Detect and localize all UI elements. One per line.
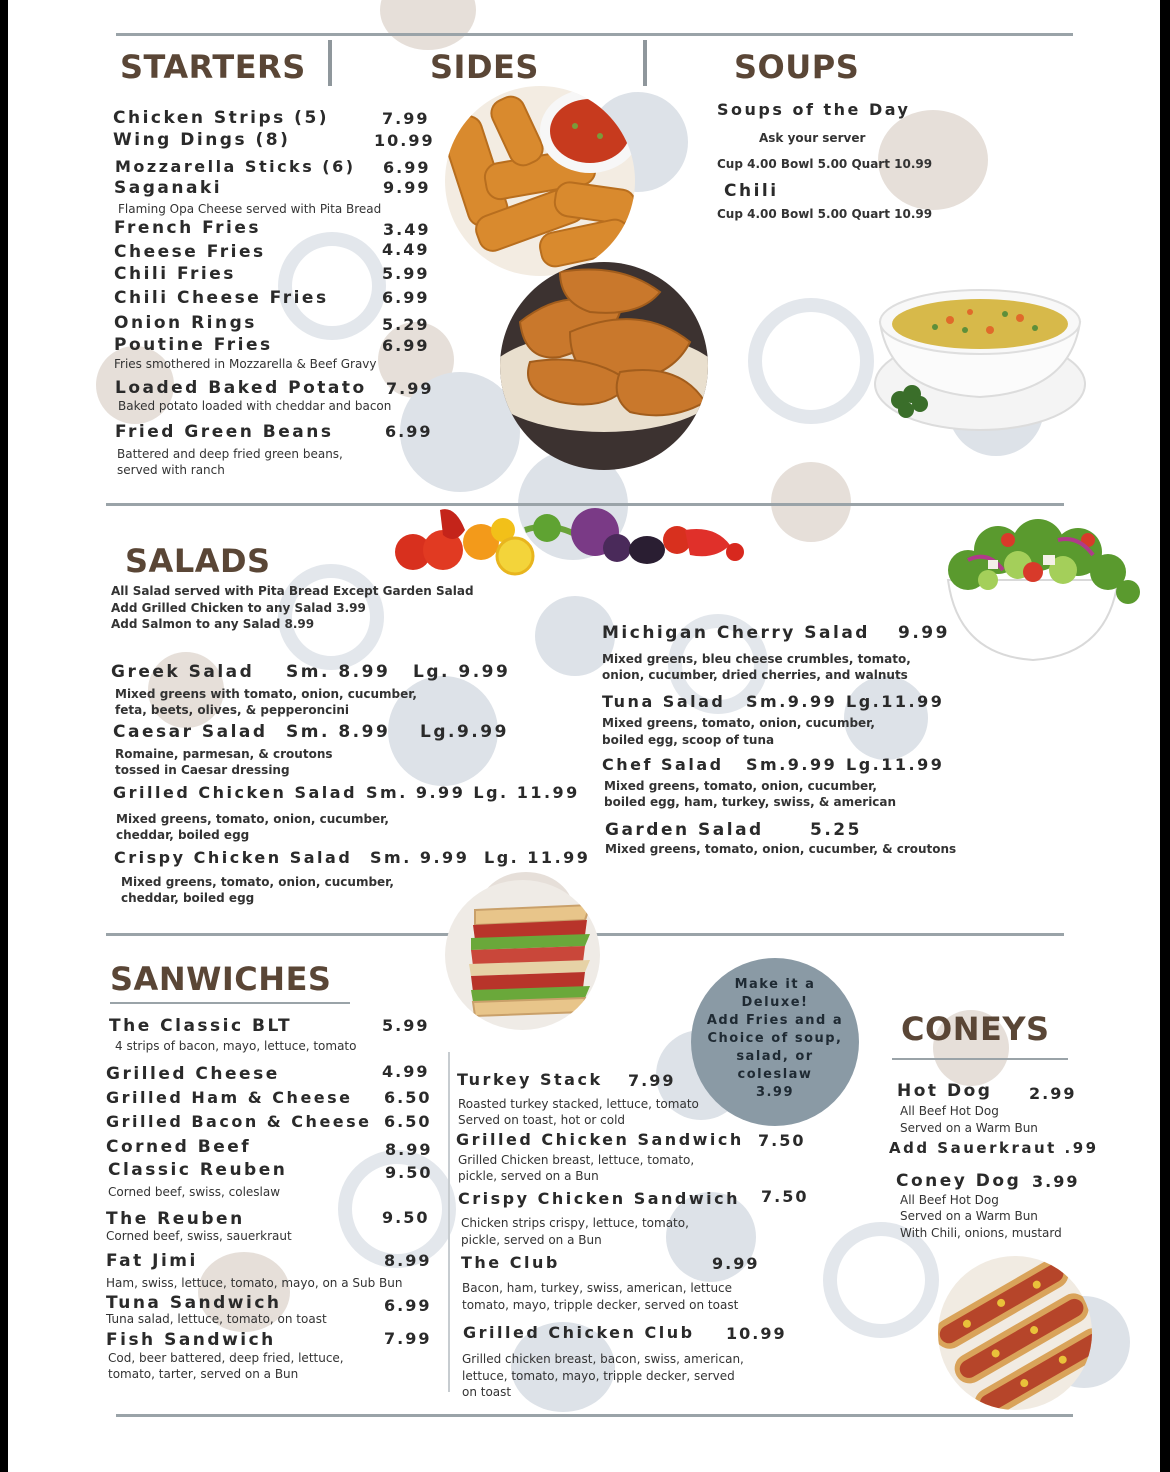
sandwich-desc: pickle, served on a Bun xyxy=(461,1233,602,1247)
salad-price-sm: Sm. 9.99 xyxy=(370,848,470,867)
mozzarella-sticks-photo xyxy=(445,86,635,276)
starter-price: 3.49 xyxy=(383,220,431,239)
sandwich-desc: Tuna salad, lettuce, tomato, on toast xyxy=(106,1312,327,1326)
sandwich-name: Fat Jimi xyxy=(106,1251,198,1271)
salad-desc: boiled egg, ham, turkey, swiss, & american xyxy=(604,795,897,809)
sandwich-name: Grilled Chicken Club xyxy=(463,1323,695,1342)
sandwich-desc: Bacon, ham, turkey, swiss, american, lettuce xyxy=(462,1281,733,1295)
salads-heading: SALADS xyxy=(125,542,271,580)
starter-name: Chili Fries xyxy=(114,264,236,284)
salad-desc: boiled egg, scoop of tuna xyxy=(602,733,775,747)
sandwich-name: Classic Reuben xyxy=(108,1160,288,1180)
coneys-heading: CONEYS xyxy=(901,1010,1050,1048)
sides-heading: SIDES xyxy=(430,48,539,86)
coney-desc: With Chili, onions, mustard xyxy=(900,1226,1062,1240)
sandwich-name: Grilled Chicken Sandwich xyxy=(456,1130,744,1149)
starter-name: Chili Cheese Fries xyxy=(114,288,329,308)
sandwich-price: 9.50 xyxy=(382,1208,430,1227)
divider xyxy=(328,40,332,86)
sandwich-price: 6.99 xyxy=(384,1296,432,1315)
chili-title: Chili xyxy=(724,181,779,201)
salad-price-lg: Lg.11.99 xyxy=(846,755,945,774)
sandwich-name: Corned Beef xyxy=(106,1137,252,1157)
sandwich-name: Tuna Sandwich xyxy=(106,1293,282,1313)
starter-price: 6.99 xyxy=(385,422,433,441)
sandwich-price: 7.99 xyxy=(384,1329,432,1348)
decor-dot xyxy=(380,0,476,50)
deluxe-line: 3.99 xyxy=(755,1085,795,1100)
starter-desc: served with ranch xyxy=(117,463,225,477)
salad-price-lg: Lg. 11.99 xyxy=(484,848,591,867)
sandwich-desc: on toast xyxy=(462,1385,512,1399)
soup-bowl-photo xyxy=(870,272,1090,442)
coney-name: Coney Dog xyxy=(896,1171,1022,1191)
salad-price-lg: Lg. 9.99 xyxy=(413,662,511,682)
sandwich-price: 4.99 xyxy=(382,1062,430,1081)
sandwich-price: 6.50 xyxy=(384,1112,432,1131)
starter-name: Wing Dings (8) xyxy=(113,130,291,150)
salad-desc: Mixed greens with tomato, onion, cucumber, xyxy=(115,687,417,701)
starter-price: 5.99 xyxy=(382,264,430,283)
salad-note: Add Salmon to any Salad 8.99 xyxy=(111,617,315,631)
sandwiches-heading: SANWICHES xyxy=(110,960,332,998)
sandwich-desc: Grilled chicken breast, bacon, swiss, american, xyxy=(462,1352,744,1366)
salad-name: Greek Salad xyxy=(111,662,255,682)
salad-price-sm: Sm.9.99 xyxy=(746,692,838,711)
sandwich-price: 7.99 xyxy=(628,1071,676,1090)
decor-ring xyxy=(278,232,386,340)
starter-name: Onion Rings xyxy=(114,313,257,333)
deluxe-line: Choice of soup, xyxy=(707,1031,843,1046)
salad-name: Caesar Salad xyxy=(113,722,268,742)
starter-name: Poutine Fries xyxy=(114,335,273,355)
starter-name: Fried Green Beans xyxy=(115,422,334,442)
sandwich-desc: lettuce, tomato, mayo, tripple decker, served xyxy=(462,1369,735,1383)
salad-name: Michigan Cherry Salad xyxy=(602,623,870,643)
salad-name: Garden Salad xyxy=(605,820,764,840)
deluxe-line: salad, or xyxy=(736,1049,814,1064)
salad-desc: Mixed greens, tomato, onion, cucumber, xyxy=(121,875,394,889)
chicken-strips-photo xyxy=(500,262,708,470)
sandwich-price: 9.50 xyxy=(385,1163,433,1182)
decor-dot xyxy=(771,462,851,542)
salad-desc: feta, beets, olives, & pepperoncini xyxy=(115,703,349,717)
sandwich-price: 5.99 xyxy=(382,1016,430,1035)
starter-name: Mozzarella Sticks (6) xyxy=(115,157,356,176)
sandwich-desc: Grilled Chicken breast, lettuce, tomato, xyxy=(458,1153,695,1167)
salad-desc: cheddar, boiled egg xyxy=(116,828,250,842)
menu-page xyxy=(8,0,1160,1472)
starter-price: 9.99 xyxy=(383,178,431,197)
coney-desc: All Beef Hot Dog xyxy=(900,1193,999,1207)
starter-desc: Battered and deep fried green beans, xyxy=(117,447,343,461)
salad-prices: Sm. 9.99 Lg. 11.99 xyxy=(366,783,580,802)
starter-name: Chicken Strips (5) xyxy=(113,108,330,128)
salad-desc: Mixed greens, tomato, onion, cucumber, xyxy=(116,812,389,826)
sandwich-desc: Roasted turkey stacked, lettuce, tomato xyxy=(458,1097,699,1111)
top-rule xyxy=(116,33,1073,36)
sandwich-price: 8.99 xyxy=(385,1140,433,1159)
salad-name: Grilled Chicken Salad xyxy=(113,783,358,802)
deluxe-line: Deluxe! xyxy=(741,995,809,1010)
sauerkraut-addon: Add Sauerkraut .99 xyxy=(889,1139,1099,1157)
salad-desc: Romaine, parmesan, & croutons xyxy=(115,747,333,761)
soups-day-prices: Cup 4.00 Bowl 5.00 Quart 10.99 xyxy=(717,157,933,171)
column-divider xyxy=(448,1052,450,1392)
starter-desc: Baked potato loaded with cheddar and bacon xyxy=(118,399,392,413)
decor-ring xyxy=(748,298,874,424)
sandwich-desc: Corned beef, swiss, sauerkraut xyxy=(106,1229,292,1243)
sandwich-underline xyxy=(110,1002,350,1004)
soups-day-title: Soups of the Day xyxy=(717,100,911,119)
salad-desc: Mixed greens, tomato, onion, cucumber, xyxy=(604,779,877,793)
coneys-underline xyxy=(892,1058,1068,1060)
salad-desc: tossed in Caesar dressing xyxy=(115,763,290,777)
starter-price: 7.99 xyxy=(382,109,430,128)
starters-heading: STARTERS xyxy=(120,48,306,86)
sandwich-desc: tomato, mayo, tripple decker, served on toast xyxy=(462,1298,739,1312)
starter-price: 6.99 xyxy=(382,336,430,355)
salad-desc: Mixed greens, tomato, onion, cucumber, xyxy=(602,716,875,730)
deluxe-line: Add Fries and a xyxy=(706,1013,844,1028)
salad-name: Tuna Salad xyxy=(602,692,726,711)
salad-note: Add Grilled Chicken to any Salad 3.99 xyxy=(111,601,366,615)
starter-price: 4.49 xyxy=(382,240,430,259)
deluxe-line: coleslaw xyxy=(737,1067,813,1082)
salad-price-lg: Lg.11.99 xyxy=(846,692,945,711)
sandwich-name: The Reuben xyxy=(106,1209,245,1229)
starter-name: Loaded Baked Potato xyxy=(115,378,367,398)
sandwich-name: Fish Sandwich xyxy=(106,1330,276,1350)
salad-price-sm: Sm. 8.99 xyxy=(286,722,391,742)
sandwich-desc: 4 strips of bacon, mayo, lettuce, tomato xyxy=(115,1039,357,1053)
sandwich-price: 7.50 xyxy=(758,1131,806,1150)
coney-desc: Served on a Warm Bun xyxy=(900,1209,1038,1223)
starter-price: 6.99 xyxy=(382,288,430,307)
sandwich-desc: Ham, swiss, lettuce, tomato, mayo, on a Sub Bun xyxy=(106,1276,403,1290)
sandwich-desc: Chicken strips crispy, lettuce, tomato, xyxy=(461,1216,689,1230)
sandwich-price: 6.50 xyxy=(384,1088,432,1107)
salad-bowl-photo xyxy=(928,510,1140,666)
salad-name: Chef Salad xyxy=(602,755,724,774)
sandwich-name: The Club xyxy=(461,1253,560,1272)
starter-name: Saganaki xyxy=(114,178,223,198)
starter-price: 5.29 xyxy=(382,315,430,334)
chili-prices: Cup 4.00 Bowl 5.00 Quart 10.99 xyxy=(717,207,933,221)
sandwich-desc: pickle, served on a Bun xyxy=(458,1169,599,1183)
coney-price: 3.99 xyxy=(1032,1172,1080,1191)
starter-price: 6.99 xyxy=(383,158,431,177)
salad-price-sm: Sm.9.99 xyxy=(746,755,838,774)
vegetables-photo xyxy=(385,500,755,580)
sandwich-name: Turkey Stack xyxy=(457,1070,603,1089)
salad-price: 9.99 xyxy=(898,623,950,643)
sandwich-name: The Classic BLT xyxy=(109,1016,293,1036)
coney-dogs-photo xyxy=(938,1256,1092,1410)
blt-sandwich-photo xyxy=(445,880,600,1030)
bottom-rule xyxy=(116,1414,1073,1417)
sandwich-desc: Cod, beer battered, deep fried, lettuce, xyxy=(108,1351,344,1365)
starter-desc: Fries smothered in Mozzarella & Beef Gravy xyxy=(114,357,377,371)
starter-name: French Fries xyxy=(114,218,262,238)
starter-desc: Flaming Opa Cheese served with Pita Bread xyxy=(118,202,382,216)
salad-price-sm: Sm. 8.99 xyxy=(286,662,391,682)
coney-desc: All Beef Hot Dog xyxy=(900,1104,999,1118)
sandwich-price: 9.99 xyxy=(712,1254,760,1273)
salad-desc: cheddar, boiled egg xyxy=(121,891,255,905)
sandwich-desc: Served on toast, hot or cold xyxy=(458,1113,626,1127)
coney-desc: Served on a Warm Bun xyxy=(900,1121,1038,1135)
sandwich-name: Grilled Ham & Cheese xyxy=(106,1088,353,1107)
salad-price: 5.25 xyxy=(810,820,862,840)
salad-name: Crispy Chicken Salad xyxy=(114,848,353,867)
sandwich-name: Crispy Chicken Sandwich xyxy=(458,1189,741,1208)
coney-price: 2.99 xyxy=(1029,1084,1077,1103)
salad-desc: Mixed greens, tomato, onion, cucumber, & croutons xyxy=(605,842,957,856)
salad-note: All Salad served with Pita Bread Except Garden Salad xyxy=(111,584,474,598)
deluxe-badge xyxy=(691,958,859,1126)
coney-name: Hot Dog xyxy=(897,1081,993,1101)
sandwich-name: Grilled Bacon & Cheese xyxy=(106,1112,372,1131)
sandwich-price: 10.99 xyxy=(726,1324,787,1343)
starter-price: 10.99 xyxy=(374,131,435,150)
starter-name: Cheese Fries xyxy=(114,242,266,262)
salad-desc: onion, cucumber, dried cherries, and walnuts xyxy=(602,668,908,682)
sandwich-price: 8.99 xyxy=(384,1251,432,1270)
sandwich-price: 7.50 xyxy=(761,1187,809,1206)
salad-price-lg: Lg.9.99 xyxy=(420,722,509,742)
sandwich-name: Grilled Cheese xyxy=(106,1064,280,1084)
deluxe-line: Make it a xyxy=(734,977,816,992)
sandwich-desc: tomato, tarter, served on a Bun xyxy=(108,1367,299,1381)
divider xyxy=(643,40,647,86)
salad-desc: Mixed greens, bleu cheese crumbles, tomato, xyxy=(602,652,911,666)
soups-heading: SOUPS xyxy=(734,48,860,86)
starter-price: 7.99 xyxy=(386,379,434,398)
soups-day-note: Ask your server xyxy=(759,131,866,145)
sandwich-desc: Corned beef, swiss, coleslaw xyxy=(108,1185,281,1199)
